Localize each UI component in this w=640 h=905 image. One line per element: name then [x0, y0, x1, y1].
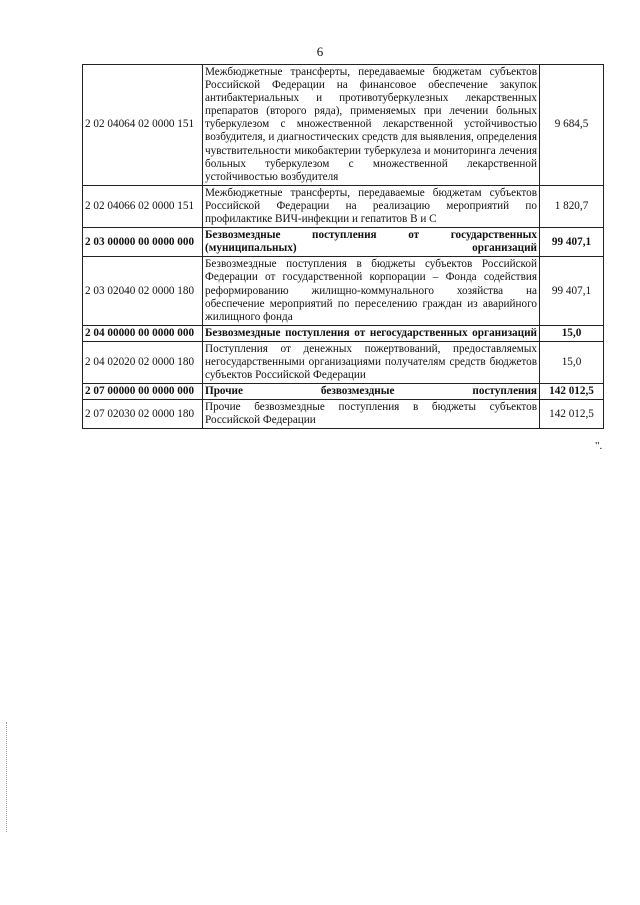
page-number: 6 — [316, 44, 324, 59]
table-row-subtotal — [83, 325, 604, 341]
revenue-amount-cell: 142 012,5 — [540, 384, 604, 400]
revenue-description-cell: Поступления от денежных пожертвований, предоставляемых негосударственными организациями получателям средств бюджетов субъектов Российской Федерации — [203, 341, 540, 383]
table-row — [83, 185, 604, 227]
budget-revenue-table — [82, 64, 604, 429]
revenue-amount-cell: 15,0 — [540, 341, 604, 383]
revenue-amount-cell: 99 407,1 — [540, 257, 604, 325]
revenue-code-cell: 2 04 00000 00 0000 000 — [83, 325, 203, 341]
revenue-description-cell: Межбюджетные трансферты, передаваемые бюджетам субъектов Российской Федерации на финансовое обеспечение закупок антибактериальных и противотуберкулезных лекарственных препаратов (второго ряда), применяемых при лечении больных туберкулезом с множественной лекарственной устойчивостью возбудителя, и диагностических средств для выявления, определения чувствительности микобактерии туберкулеза и мониторинга лечения больных туберкулезом с множественной лекарственной устойчивостью возбудителя — [203, 65, 540, 186]
table-row — [83, 341, 604, 383]
revenue-description-cell: Прочие безвозмездные поступления — [203, 384, 540, 400]
revenue-amount-cell: 15,0 — [540, 325, 604, 341]
table-row-subtotal — [83, 384, 604, 400]
revenue-description-cell: Безвозмездные поступления в бюджеты субъектов Российской Федерации от государственной корпорации – Фонда содействия реформированию жилищно-коммунального хозяйства на обеспечение мероприятий по переселению граждан из аварийного жилищного фонда — [203, 257, 540, 325]
revenue-code-cell: 2 04 02020 02 0000 180 — [83, 341, 203, 383]
revenue-code-cell: 2 02 04066 02 0000 151 — [83, 185, 203, 227]
revenue-amount-cell: 9 684,5 — [540, 65, 604, 186]
table-row — [83, 65, 604, 186]
scan-artifact — [6, 722, 9, 832]
revenue-description-cell: Межбюджетные трансферты, передаваемые бюджетам субъектов Российской Федерации на реализацию мероприятий по профилактике ВИЧ-инфекции и гепатитов В и С — [203, 185, 540, 227]
revenue-description-cell: Безвозмездные поступления от негосударственных организаций — [203, 325, 540, 341]
revenue-amount-cell: 99 407,1 — [540, 228, 604, 257]
revenue-code-cell: 2 07 00000 00 0000 000 — [83, 384, 203, 400]
revenue-code-cell: 2 07 02030 02 0000 180 — [83, 400, 203, 429]
table-row — [83, 257, 604, 325]
revenue-amount-cell: 1 820,7 — [540, 185, 604, 227]
closing-quote-mark: ". — [595, 440, 603, 452]
revenue-code-cell: 2 03 00000 00 0000 000 — [83, 228, 203, 257]
table-row-subtotal — [83, 228, 604, 257]
revenue-amount-cell: 142 012,5 — [540, 400, 604, 429]
table-row — [83, 400, 604, 429]
revenue-code-cell: 2 03 02040 02 0000 180 — [83, 257, 203, 325]
revenue-description-cell: Прочие безвозмездные поступления в бюджеты субъектов Российской Федерации — [203, 400, 540, 429]
revenue-code-cell: 2 02 04064 02 0000 151 — [83, 65, 203, 186]
revenue-description-cell: Безвозмездные поступления от государственных (муниципальных) организаций — [203, 228, 540, 257]
